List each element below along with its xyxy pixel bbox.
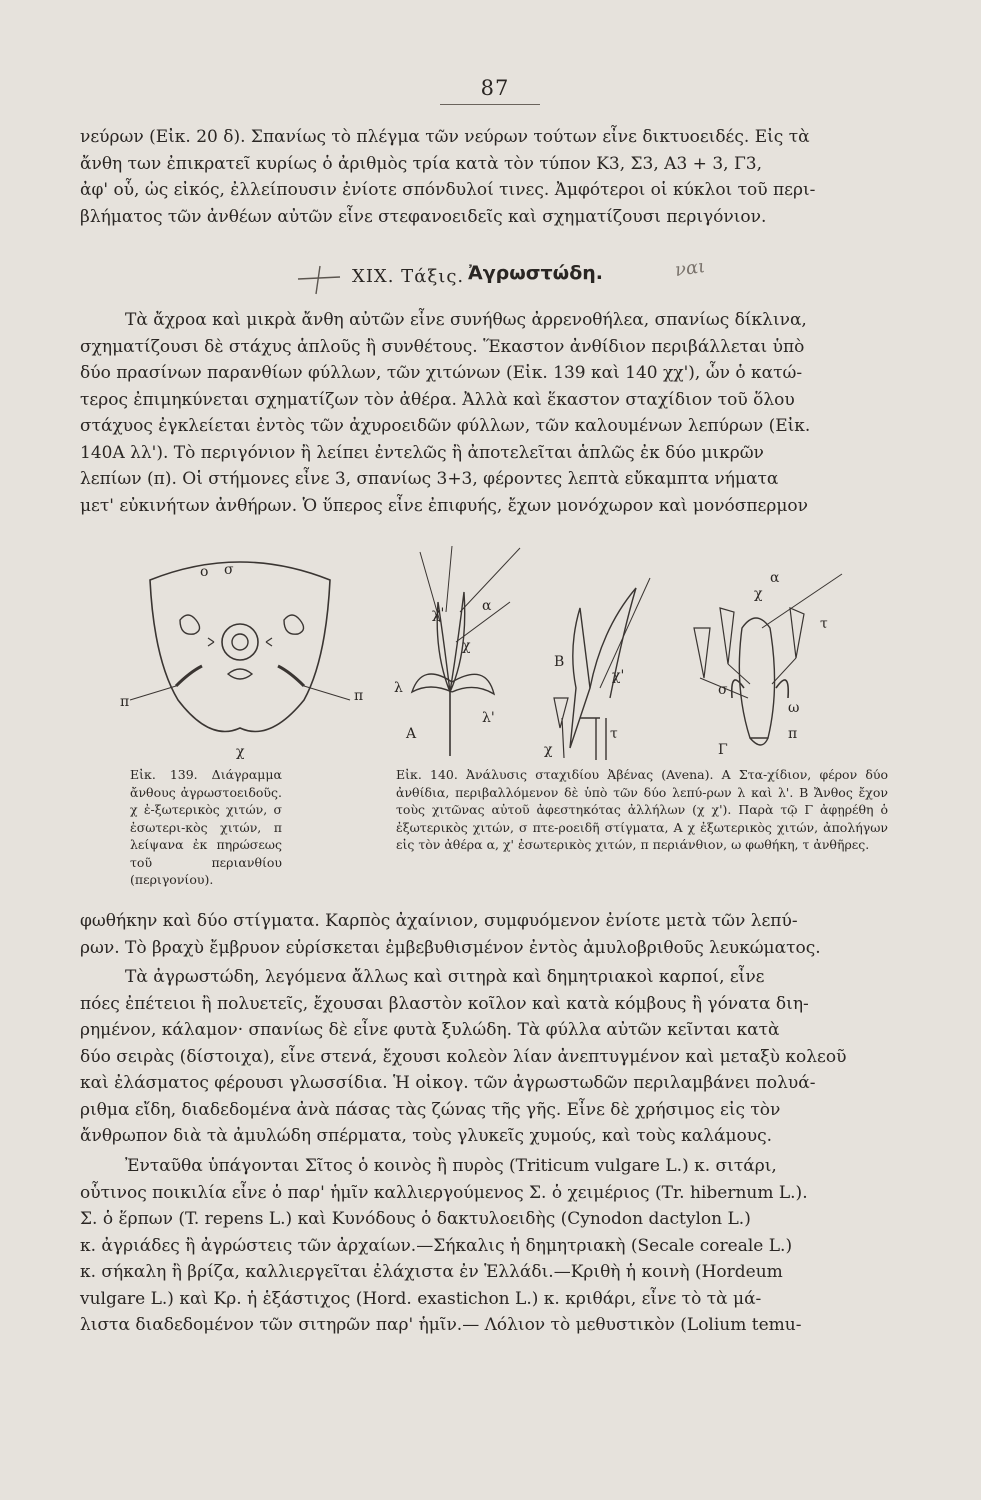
text-line: Σ. ὁ ἕρπων (T. repens L.) καὶ Κυνόδους ὁ δακτυλοειδὴς (Cynodon dactylon L.) (80, 1209, 751, 1229)
family-name: Ἀγρωστώδη. (468, 262, 603, 284)
figure-label: λ' (482, 710, 495, 726)
text-line: δύο πρασίνων παρανθίων φύλλων, τῶν χιτώνων (Εἰκ. 139 καὶ 140 χχ'), ὧν ὁ κατώ- (80, 363, 803, 383)
paragraph-4 (80, 964, 890, 1150)
text-line: Ἐνταῦθα ὑπάγονται Σῖτος ὁ κοινὸς ἢ πυρὸς (Triticum vulgare L.) κ. σιτάρι, (125, 1156, 777, 1176)
figure-label: π (788, 726, 798, 742)
text-line: Τὰ ἄχροα καὶ μικρὰ ἄνθη αὐτῶν εἶνε συνήθως ἀρρενοθήλεα, σπανίως δίκλινα, (125, 310, 807, 330)
text-line: ρων. Τὸ βραχὺ ἔμβρυον εὑρίσκεται ἐμβεβυθισμένον ἐντὸς ἀμυλοβριθοῦς λευκώματος. (80, 937, 821, 958)
figure-label: χ (462, 638, 471, 654)
figure-139-diagram (120, 550, 370, 766)
figure-label: π (120, 694, 130, 710)
figure-label: λ (394, 680, 403, 696)
figure-label: π (354, 688, 364, 704)
figure-label: χ (544, 742, 553, 758)
paragraph-1 (80, 124, 890, 230)
figure-label: α (482, 598, 492, 614)
paragraph-5 (80, 1153, 890, 1339)
text-line: λιστα διαδεδομένον τῶν σιτηρῶν παρ' ἡμῖν.— Λόλιον τὸ μεθυστικὸν (Lolium temu- (80, 1315, 802, 1335)
figure-139-caption: Εἰκ. 139. Διάγραμμα ἄνθους ἀγρωστοειδοῦς. χ ἐ-ξωτερικὸς χιτών, σ ἐσωτερι-κὸς χιτών, π λείψανα ἐκ πηρώσεως τοῦ περιανθίου (περιγονίου). (130, 767, 282, 887)
figure-label: χ (236, 744, 245, 760)
text-line: στάχυος ἐγκλείεται ἐντὸς τῶν ἀχυροειδῶν φύλλων, τῶν καλουμένων λεπύρων (Εἰκ. (80, 416, 811, 436)
text-line: τερος ἐπιμηκύνεται σχηματίζων τὸν ἀθέρα. Ἀλλὰ καὶ ἕκαστον σταχίδιον τοῦ ὅλου (80, 389, 795, 410)
figure-140a-spikelet (390, 542, 540, 764)
text-line: καὶ ἐλάσματος φέρουσι γλωσσίδια. Ἡ οἰκογ. τῶν ἀγρωστωδῶν περιλαμβάνει πολυά- (80, 1073, 816, 1093)
paragraph-3 (80, 908, 890, 961)
text-line: βλήματος τῶν ἀνθέων αὐτῶν εἶνε στεφανοειδεῖς καὶ σχηματίζουσι περιγόνιον. (80, 206, 767, 227)
page-number: 87 (480, 76, 510, 100)
section-heading (290, 256, 810, 296)
figure-label: α (770, 570, 780, 586)
figure-label: χ' (432, 606, 445, 622)
text-line: δύο σειρὰς (δίστοιχα), εἶνε στενά, ἔχουσι κολεὸν λίαν ἀνεπτυγμένον καὶ μεταξὺ κολεοῦ (80, 1046, 847, 1067)
text-line: κ. σήκαλη ἢ βρίζα, καλλιεργεῖται ἐλάχιστα ἐν Ἑλλάδι.—Κριθὴ ἡ κοινὴ (Hordeum (80, 1262, 783, 1282)
figure-label: Β (554, 654, 565, 670)
figure-label: σ (718, 682, 728, 698)
text-line: ἄνθη των ἐπικρατεῖ κυρίως ὁ ἀριθμὸς τρία κατὰ τὸν τύπον Κ3, Σ3, Α3 + 3, Γ3, (80, 153, 762, 174)
handwritten-note: ναι (673, 256, 707, 281)
text-line: ἄνθρωπον διὰ τὰ ἀμυλώδη σπέρματα, τοὺς γλυκεῖς χυμούς, καὶ τοὺς καλάμους. (80, 1126, 772, 1146)
text-line: 140Α λλ'). Τὸ περιγόνιον ἢ λείπει ἐντελῶς ἢ ἀποτελεῖται ἁπλῶς ἐκ δύο μικρῶν (80, 442, 764, 463)
figure-label: χ (754, 586, 763, 602)
text-line: λεπίων (π). Οἱ στήμονες εἶνε 3, σπανίως 3+3, φέροντες λεπτὰ εὔκαμπτα νήματα (80, 469, 779, 489)
text-line: ἀφ' οὗ, ὡς εἰκός, ἐλλείπουσιν ἐνίοτε σπόνδυλοί τινες. Ἀμφότεροι οἱ κύκλοι τοῦ περι- (80, 180, 816, 200)
text-line: μετ' εὐκινήτων ἀνθήρων. Ὁ ὕπερος εἶνε ἐπιφυής, ἔχων μονόχωρον καὶ μονόσπερμον (80, 495, 808, 516)
figure-label: Α (406, 726, 417, 742)
text-line: Τὰ ἀγρωστώδη, λεγόμενα ἄλλως καὶ σιτηρὰ καὶ δημητριακοὶ καρποί, εἶνε (125, 967, 765, 987)
figure-label: τ (610, 726, 618, 742)
figure-label: τ (820, 616, 828, 632)
text-line: οὗτινος ποικιλία εἶνε ὁ παρ' ἡμῖν καλλιεργούμενος Σ. ὁ χειμέριος (Tr. hibernum L.). (80, 1182, 808, 1203)
figures (80, 538, 890, 766)
text-line: ρημένον, κάλαμον· σπανίως δὲ εἶνε φυτὰ ξυλώδη. Τὰ φύλλα αὐτῶν κεῖνται κατὰ (80, 1020, 780, 1040)
handwritten-mark-icon (290, 262, 350, 296)
text-line: κ. ἀγριάδες ἢ ἀγρώστεις τῶν ἀρχαίων.—Σήκαλις ἡ δημητριακὴ (Secale coreale L.) (80, 1235, 793, 1256)
figure-label: σ (224, 562, 234, 578)
figure-140c-dissected (670, 568, 870, 764)
text-line: vulgare L.) καὶ Κρ. ἡ ἑξάστιχος (Hord. exastichon L.) κ. κριθάρι, εἶνε τὸ τὰ μά- (80, 1288, 762, 1309)
text-line: ριθμα εἴδη, διαδεδομένα ἀνὰ πάσας τὰς ζώνας τῆς γῆς. Εἶνε δὲ χρήσιμος εἰς τὸν (80, 1099, 781, 1120)
text-line: πόες ἐπέτειοι ἢ πολυετεῖς, ἔχουσαι βλαστὸν κοῖλον καὶ κατὰ κόμβους ἢ γόνατα διη- (80, 993, 809, 1014)
figure-label: ω (788, 700, 800, 716)
figure-label: Γ (718, 742, 728, 758)
paragraph-2 (80, 307, 890, 519)
figure-140b-flower (540, 568, 670, 764)
text-line: φωθήκην καὶ δύο στίγματα. Καρπὸς ἀχαίνιον, συμφυόμενον ἐνίοτε μετὰ τῶν λεπύ- (80, 911, 798, 931)
class-label: XIX. Τάξις. (352, 266, 465, 287)
text-line: νεύρων (Εἰκ. 20 δ). Σπανίως τὸ πλέγμα τῶν νεύρων τούτων εἶνε δικτυοειδές. Εἰς τὰ (80, 127, 810, 147)
figure-label: ο (200, 564, 209, 580)
figure-label: χ' (612, 668, 625, 684)
text-line: σχηματίζουσι δὲ στάχυς ἁπλοῦς ἢ συνθέτους. Ἕκαστον ἀνθίδιον περιβάλλεται ὑπὸ (80, 336, 805, 357)
figure-140-caption: Εἰκ. 140. Ἀνάλυσις σταχιδίου Ἀβένας (Avena). Α Στα-χίδιον, φέρον δύο ἀνθίδια, περιβαλλόμενον δὲ ὑπὸ τῶν δύο λεπύ-ρων λ καὶ λ'. Β Ἄνθος ἔχον τοὺς χιτῶνας αὐτοῦ ἀφεστηκότας ἀλλήλων (χ χ'). Παρὰ τῷ Γ ἀφῃρέθη ὁ ἐξωτερικὸς χιτών, σ πτε-ροειδῆ στίγματα, Α χ ἐξωτερικὸς χιτών, ἀπολήγων εἰς τὸν ἀθέρα α, χ' ἐσωτερικὸς χιτών, π περιάνθιον, ω φωθήκη, τ ἀνθῆρες. (396, 767, 888, 852)
page-number-rule (440, 104, 540, 105)
